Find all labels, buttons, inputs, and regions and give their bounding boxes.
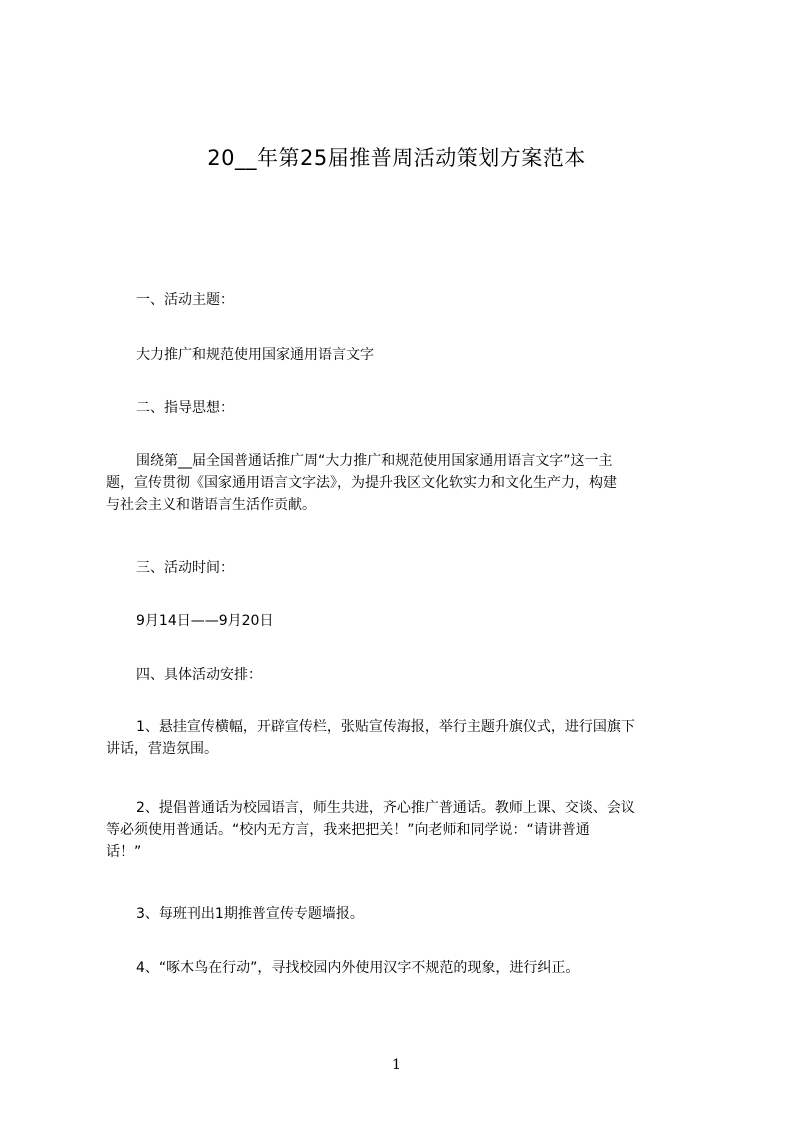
arrangement-item-3: 3、每班刊出1期推普宣传专题墙报。	[136, 906, 364, 922]
arrangement-item-2	[106, 797, 714, 863]
activity-time-text: 9月14日——9月20日	[136, 613, 274, 629]
document-title: 20__年第25届推普周活动策划方案范本	[207, 146, 586, 170]
theme-text: 大力推广和规范使用国家通用语言文字	[136, 347, 374, 363]
guiding-thought-paragraph	[106, 450, 714, 516]
arrangement-item-1	[106, 716, 714, 760]
section-heading-theme: 一、活动主题：	[136, 292, 234, 308]
paragraph-line: 与社会主义和谐语言生活作贡献。	[106, 497, 316, 513]
section-heading-guiding-thought: 二、指导思想：	[136, 400, 234, 416]
paragraph-line: 题，宣传贯彻《国家通用语言文字法》，为提升我区文化软实力和文化生产力，构建	[106, 475, 617, 491]
paragraph-line: 话！”	[106, 844, 142, 860]
section-heading-activity-time: 三、活动时间：	[136, 560, 234, 576]
paragraph-line: 围绕第__届全国普通话推广周“大力推广和规范使用国家通用语言文字”这一主	[122, 453, 613, 469]
paragraph-line: 讲话，营造氛围。	[106, 741, 218, 757]
paragraph-line: 1、悬挂宣传横幅，开辟宣传栏，张贴宣传海报，举行主题升旗仪式，进行国旗下	[122, 719, 635, 735]
arrangement-item-4: 4、“啄木鸟在行动”，寻找校园内外使用汉字不规范的现象，进行纠正。	[136, 960, 580, 976]
paragraph-line: 2、提倡普通话为校园语言，师生共进，齐心推广普通话。教师上课、交谈、会议	[122, 800, 635, 816]
section-heading-activity-arrangement: 四、具体活动安排：	[136, 667, 262, 683]
paragraph-line: 等必须使用普通话。“校内无方言，我来把把关！”向老师和同学说：“请讲普通	[106, 822, 590, 838]
page-number: 1	[392, 1057, 401, 1073]
